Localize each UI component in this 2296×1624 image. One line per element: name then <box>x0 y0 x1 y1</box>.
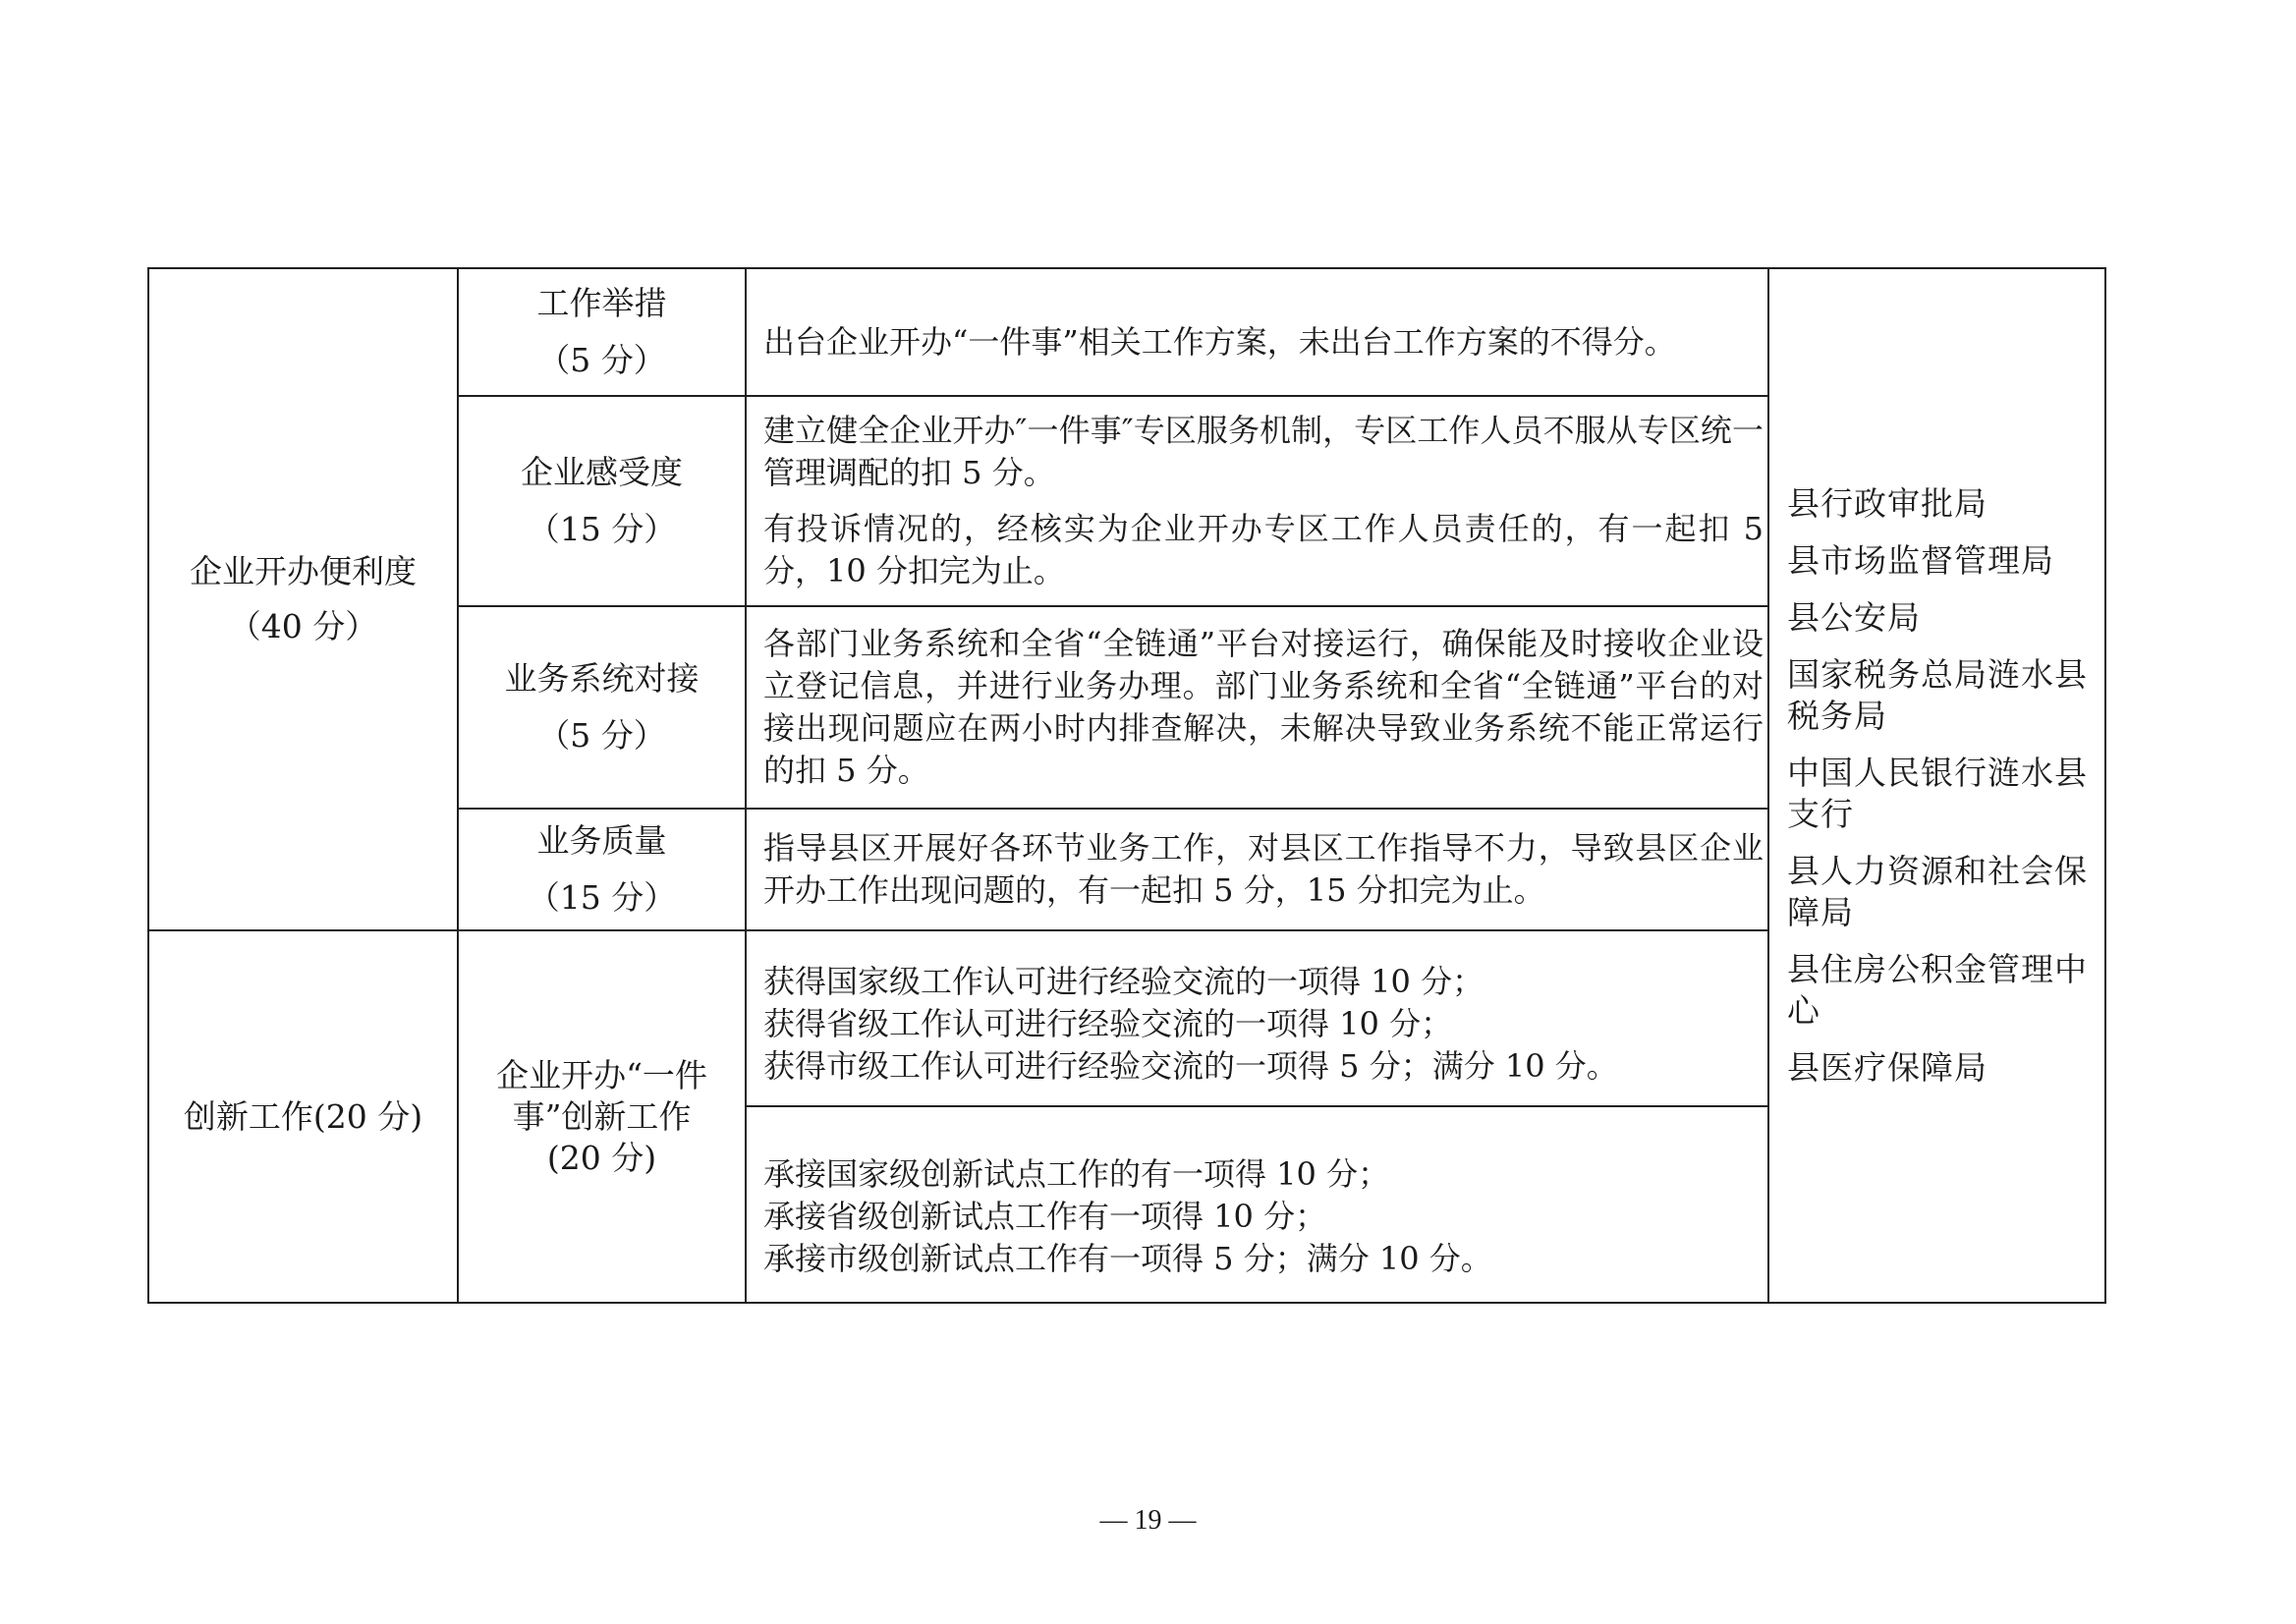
item-cell <box>458 809 746 930</box>
department-item: 县公安局 <box>1787 597 1921 637</box>
item-cell <box>458 396 746 606</box>
department-item: 中国人民银行涟水县支行 <box>1787 753 2088 833</box>
criteria-cell <box>746 809 1768 930</box>
item-score: （5 分） <box>537 716 666 755</box>
department-item: 县医疗保障局 <box>1787 1047 1988 1087</box>
criteria-line: 获得国家级工作认可进行经验交流的一项得 10 分； <box>763 963 1484 1000</box>
criteria-line: 获得省级工作认可进行经验交流的一项得 10 分； <box>763 1005 1453 1042</box>
item-label: 业务系统对接 <box>504 659 700 698</box>
department-item: 县行政审批局 <box>1787 483 1988 523</box>
department-item: 国家税务总局涟水县税务局 <box>1787 654 2088 735</box>
table-row <box>148 268 2105 396</box>
category-label: 企业开办便利度 <box>190 552 417 590</box>
item-cell <box>458 930 746 1303</box>
department-item: 县住房公积金管理中心 <box>1787 949 2088 1030</box>
item-label: 事”创新工作 <box>512 1096 692 1136</box>
item-label: 企业感受度 <box>521 453 683 491</box>
category-label: 创新工作(20 分) <box>183 1096 423 1136</box>
item-label: 业务质量 <box>536 821 667 860</box>
page-number: — 19 — <box>1099 1505 1197 1536</box>
item-label: 企业开办“一件 <box>496 1055 707 1094</box>
criteria-cell <box>746 396 1768 606</box>
criteria-line: 获得市级工作认可进行经验交流的一项得 5 分；满分 10 分。 <box>763 1047 1618 1085</box>
criteria-text: 指导县区开展好各环节业务工作，对县区工作指导不力，导致县区企业开办工作出现问题的，有一起扣 5 分，15 分扣完为止。 <box>763 829 1764 909</box>
category-cell <box>148 268 458 930</box>
criteria-cell <box>746 1106 1768 1303</box>
item-score: （15 分） <box>527 878 677 917</box>
item-label: 工作举措 <box>536 284 667 322</box>
criteria-text: 有投诉情况的，经核实为企业开办专区工作人员责任的，有一起扣 5 分，10 分扣完为止。 <box>763 510 1764 589</box>
category-score: （40 分） <box>228 607 378 645</box>
criteria-line: 承接国家级创新试点工作的有一项得 10 分； <box>763 1154 1390 1193</box>
item-score: （15 分） <box>527 510 677 548</box>
departments-cell <box>1768 268 2105 1303</box>
department-item: 县人力资源和社会保障局 <box>1787 851 2088 931</box>
criteria-line: 承接市级创新试点工作有一项得 5 分；满分 10 分。 <box>763 1239 1492 1277</box>
department-item: 县市场监督管理局 <box>1787 540 2054 580</box>
criteria-cell <box>746 930 1768 1106</box>
item-cell <box>458 606 746 809</box>
criteria-line: 承接省级创新试点工作有一项得 10 分； <box>763 1197 1327 1235</box>
item-score: （5 分） <box>537 341 666 379</box>
criteria-cell <box>746 606 1768 809</box>
criteria-text: 建立健全企业开办″一件事″专区服务机制，专区工作人员不服从专区统一管理调配的扣 5 分。 <box>763 412 1764 491</box>
category-cell <box>148 930 458 1303</box>
criteria-cell <box>746 268 1768 396</box>
criteria-text: 各部门业务系统和全省“全链通”平台对接运行，确保能及时接收企业设立登记信息，并进行业务办理。部门业务系统和全省“全链通”平台的对接出现问题应在两小时内排查解决，未解决导致业务系统不能正常运行的扣 5 分。 <box>763 625 1764 789</box>
item-cell <box>458 268 746 396</box>
criteria-text: 出台企业开办“一件事”相关工作方案，未出台工作方案的不得分。 <box>763 322 1676 361</box>
item-score: (20 分) <box>546 1138 657 1177</box>
evaluation-table <box>147 267 2106 1304</box>
